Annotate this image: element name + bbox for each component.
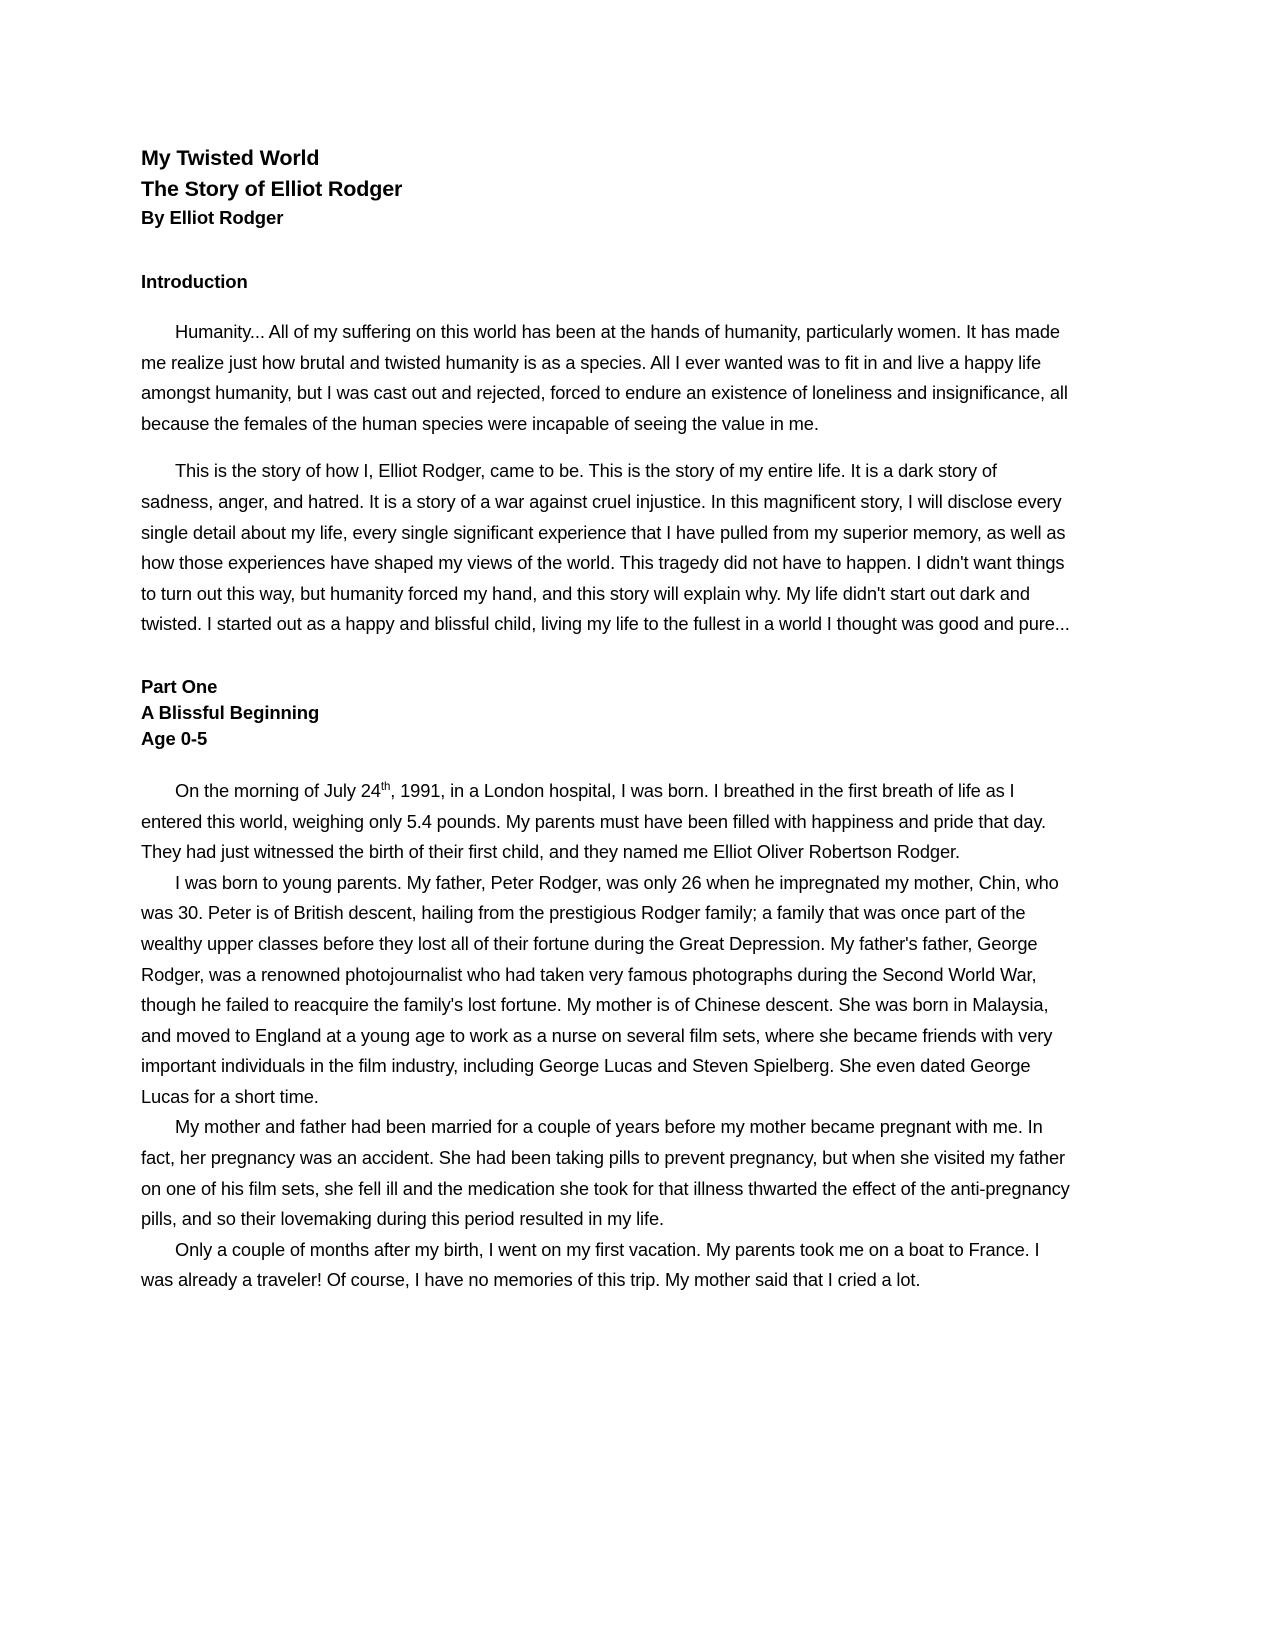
heading-age-range: Age 0-5 bbox=[141, 727, 208, 749]
heading-a-blissful-beginning: A Blissful Beginning bbox=[141, 701, 320, 723]
spacer-after-introduction-heading bbox=[141, 295, 1073, 317]
paragraph-intro-2: This is the story of how I, Elliot Rodger, came to be. This is the story of my entire life. It is a dark story of sadness, anger, and hatred. It is a story of a war against cruel injustice. In this magnificent story, I will disclose every single detail about my life, every single significant experience that I have pulled from my superior memory, as well as how those experiences have shaped my views of the world. This tragedy did not have to happen. I didn't want things to turn out this way, but humanity forced my hand, and this story will explain why. My life didn't start out dark and twisted. I started out as a happy and blissful child, living my life to the fullest in a world I thought was good and pure... bbox=[141, 460, 1070, 635]
document-title-line-1: My Twisted World bbox=[141, 146, 320, 170]
paragraph-intro-1: Humanity... All of my suffering on this world has been at the hands of humanity, particularly women. It has made me realize just how brutal and twisted humanity is as a species. All I ever wanted was to fit in and live a happy life amongst humanity, but I was cast out and rejected, forced to endure an existence of loneliness and insignificance, all because the females of the human species were incapable of seeing the value in me. bbox=[141, 321, 1068, 434]
paragraph-first-vacation: Only a couple of months after my birth, I went on my first vacation. My parents took me on a boat to France. I was already a traveler! Of course, I have no memories of this trip. My mother said that I cried a lot. bbox=[141, 1238, 1040, 1291]
spacer-after-part-heading bbox=[141, 752, 1073, 776]
birth-text-before-superscript: On the morning of July 24 bbox=[175, 779, 381, 801]
spacer-before-introduction bbox=[141, 231, 1073, 269]
spacer-between-intro-paragraphs bbox=[141, 439, 1073, 456]
paragraph-marriage: My mother and father had been married for a couple of years before my mother became pregnant with me. In fact, her pregnancy was an accident. She had been taking pills to prevent pregnancy, but when she visited my father on one of his film sets, she fell ill and the medication she took for that illness thwarted the effect of the anti-pregnancy pills, and so their lovemaking during this period resulted in my life. bbox=[141, 1116, 1070, 1230]
paragraph-birth bbox=[141, 776, 1073, 868]
paragraph-young-parents: I was born to young parents. My father, Peter Rodger, was only 26 when he impregnated my mother, Chin, who was 30. Peter is of British descent, hailing from the prestigious Rodger family; a family that was once part of the wealthy upper classes before they lost all of their fortune during the Great Depression. My father's father, George Rodger, was a renowned photojournalist who had taken very famous photographs during the Second World War, though he failed to reacquire the family's lost fortune. My mother is of Chinese descent. She was born in Malaysia, and moved to England at a young age to work as a nurse on several film sets, where she became friends with very important individuals in the film industry, including George Lucas and Steven Spielberg. She even dated George Lucas for a short time. bbox=[141, 871, 1059, 1107]
document-byline: By Elliot Rodger bbox=[141, 207, 284, 228]
title-block bbox=[141, 143, 1073, 231]
heading-part-one: Part One bbox=[141, 675, 218, 697]
ordinal-superscript: th bbox=[380, 779, 391, 793]
page-content bbox=[141, 143, 1073, 1296]
heading-introduction: Introduction bbox=[141, 271, 248, 292]
spacer-before-part-heading bbox=[141, 640, 1073, 674]
birth-text-after-superscript: , 1991, in a London hospital, I was born. I breathed in the first breath of life as I entered this world, weighing only 5.4 pounds. My parents must have been filled with happiness and pride that day. They had just witnessed the birth of their first child, and they named me Elliot Oliver Robertson Rodger. bbox=[141, 779, 1047, 863]
document-title-line-2: The Story of Elliot Rodger bbox=[141, 176, 403, 201]
